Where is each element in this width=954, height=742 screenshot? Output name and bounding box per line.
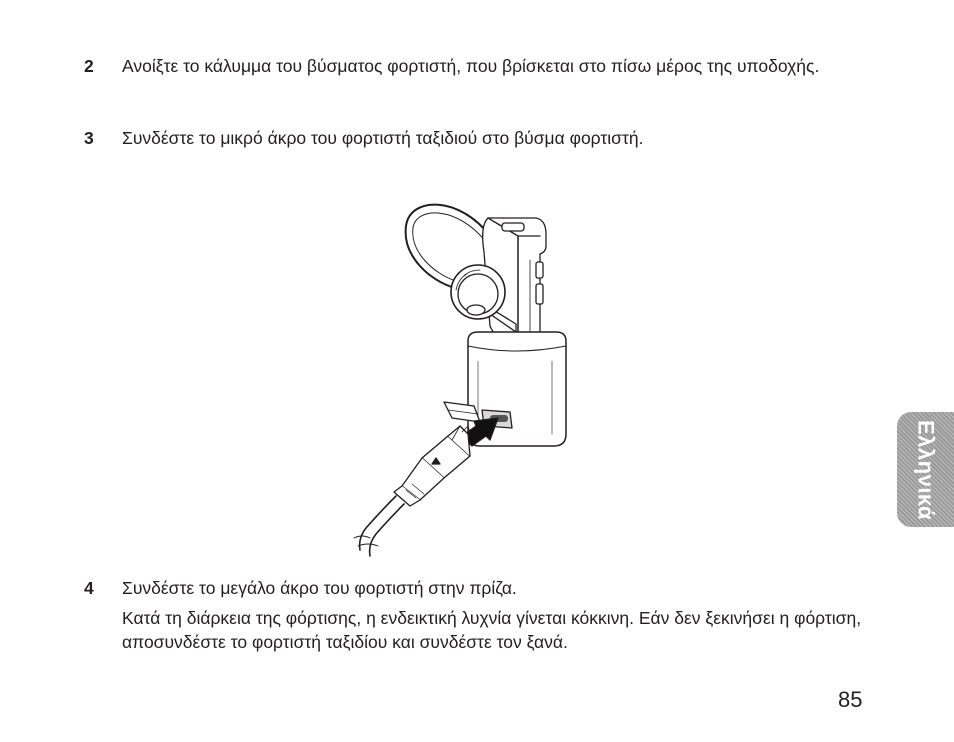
language-tab-label: Ελληνικά bbox=[913, 419, 939, 520]
step-text: Συνδέστε το μικρό άκρο του φορτιστή ταξιδιού στο βύσμα φορτιστή. bbox=[122, 128, 644, 148]
step-number: 2 bbox=[84, 56, 94, 76]
page-number: 85 bbox=[838, 687, 863, 712]
language-tab bbox=[897, 412, 954, 527]
step-number: 4 bbox=[84, 578, 94, 598]
step-number: 3 bbox=[84, 128, 94, 148]
step-text: Συνδέστε το μεγάλο άκρο του φορτιστή στην πρίζα. bbox=[122, 578, 517, 598]
step-3 bbox=[84, 126, 874, 150]
headset-charging-illustration bbox=[340, 196, 580, 561]
step-text: Ανοίξτε το κάλυμμα του βύσματος φορτιστή, που βρίσκεται στο πίσω μέρος της υποδοχής. bbox=[122, 56, 820, 76]
step-2 bbox=[84, 54, 874, 78]
step-4 bbox=[84, 576, 874, 654]
step-note: Κατά τη διάρκεια της φόρτισης, η ενδεικτική λυχνία γίνεται κόκκινη. Εάν δεν ξεκινήσει η φόρτιση, αποσυνδέστε το φορτιστή ταξιδίου και συνδέστε τον ξανά. bbox=[122, 608, 862, 652]
